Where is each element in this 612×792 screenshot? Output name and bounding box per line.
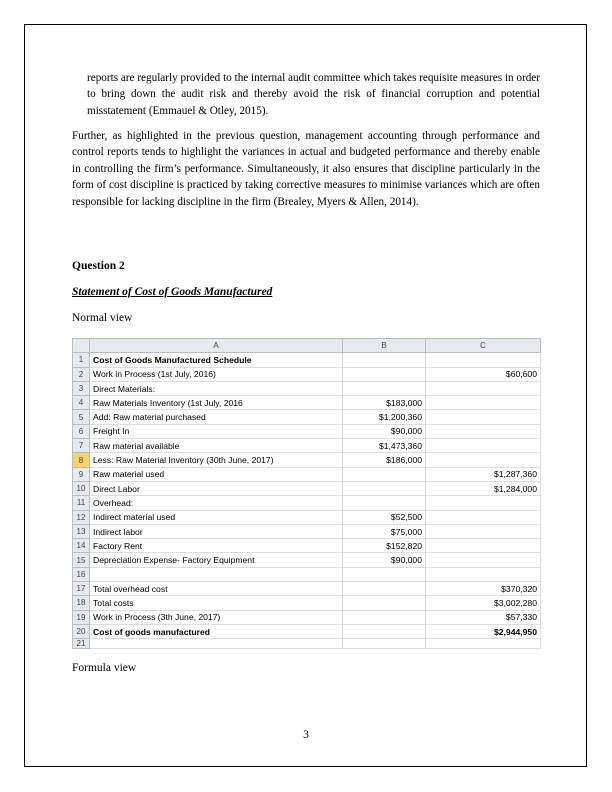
- cell-c[interactable]: [426, 524, 541, 538]
- row-header[interactable]: 17: [73, 582, 90, 596]
- table-row: [73, 610, 541, 624]
- statement-title: Statement of Cost of Goods Manufactured: [72, 286, 273, 298]
- cell-b[interactable]: [343, 596, 426, 610]
- cell-a[interactable]: Total overhead cost: [90, 582, 343, 596]
- cell-c[interactable]: [426, 510, 541, 524]
- row-header[interactable]: 19: [73, 610, 90, 624]
- cell-c[interactable]: [426, 381, 541, 395]
- cell-a[interactable]: Cost of Goods Manufactured Schedule: [90, 353, 343, 367]
- cell-a[interactable]: Cost of goods manufactured: [90, 624, 343, 638]
- column-header-row: [73, 339, 541, 353]
- row-header[interactable]: 7: [73, 439, 90, 453]
- table-row: [73, 467, 541, 481]
- cell-b[interactable]: [343, 481, 426, 495]
- cell-c[interactable]: $60,600: [426, 367, 541, 381]
- cell-a[interactable]: Raw Materials Inventory (1st July, 2016: [90, 396, 343, 410]
- table-row: [73, 639, 541, 649]
- table-row: [73, 481, 541, 495]
- paragraph-performance-control: Further, as highlighted in the previous question, management accounting through performance and control reports tends to highlight the variances in actual and budgeted performance and thereby enable in controlling the firm’s performance. Simultaneously, it also ensures that discipline particularly in the form of cost discipline is practiced by taking corrective measures to minimise variances which are often responsible for lacking discipline in the firm (Brealey, Myers & Allen, 2014).: [72, 130, 540, 208]
- row-header[interactable]: 8: [73, 453, 90, 467]
- row-header[interactable]: 14: [73, 539, 90, 553]
- cell-c[interactable]: [426, 396, 541, 410]
- cell-b[interactable]: [343, 639, 426, 649]
- cell-c[interactable]: [426, 496, 541, 510]
- cell-b[interactable]: $1,200,360: [343, 410, 426, 424]
- row-header[interactable]: 2: [73, 367, 90, 381]
- cell-b[interactable]: $90,000: [343, 424, 426, 438]
- table-row: [73, 596, 541, 610]
- cell-c[interactable]: $57,330: [426, 610, 541, 624]
- cell-c[interactable]: [426, 539, 541, 553]
- page-number: 3: [303, 729, 309, 741]
- row-header[interactable]: 5: [73, 410, 90, 424]
- column-header-a[interactable]: A: [90, 339, 343, 353]
- cell-a[interactable]: Raw material available: [90, 439, 343, 453]
- row-header[interactable]: 20: [73, 624, 90, 638]
- table-row: [73, 524, 541, 538]
- cell-b[interactable]: [343, 496, 426, 510]
- table-row: [73, 539, 541, 553]
- cell-a[interactable]: [90, 639, 343, 649]
- cell-c[interactable]: $3,002,280: [426, 596, 541, 610]
- cell-b[interactable]: [343, 582, 426, 596]
- cell-c[interactable]: [426, 567, 541, 581]
- cell-a[interactable]: Work in Process (1st July, 2016): [90, 367, 343, 381]
- spreadsheet-body: [73, 353, 541, 649]
- cell-b[interactable]: $183,000: [343, 396, 426, 410]
- table-row: [73, 381, 541, 395]
- table-row: [73, 439, 541, 453]
- row-header[interactable]: 3: [73, 381, 90, 395]
- row-header[interactable]: 4: [73, 396, 90, 410]
- table-row: [73, 496, 541, 510]
- row-header[interactable]: 6: [73, 424, 90, 438]
- row-header[interactable]: 12: [73, 510, 90, 524]
- row-header[interactable]: 13: [73, 524, 90, 538]
- formula-view-label: Formula view: [72, 662, 137, 674]
- row-header[interactable]: 10: [73, 481, 90, 495]
- cell-b[interactable]: [343, 624, 426, 638]
- cell-b[interactable]: $186,000: [343, 453, 426, 467]
- cell-c[interactable]: [426, 424, 541, 438]
- cell-a[interactable]: Freight In: [90, 424, 343, 438]
- question-heading: Question 2: [72, 260, 125, 272]
- row-header[interactable]: 21: [73, 639, 90, 649]
- cell-b[interactable]: $90,000: [343, 553, 426, 567]
- row-header[interactable]: 11: [73, 496, 90, 510]
- cell-b[interactable]: $75,000: [343, 524, 426, 538]
- spreadsheet-table: [72, 338, 541, 649]
- table-row: [73, 624, 541, 638]
- cell-b[interactable]: $1,473,360: [343, 439, 426, 453]
- table-row: [73, 510, 541, 524]
- cell-c[interactable]: $2,944,950: [426, 624, 541, 638]
- cell-c[interactable]: $1,287,360: [426, 467, 541, 481]
- cell-a[interactable]: Overhead:: [90, 496, 343, 510]
- table-row: [73, 582, 541, 596]
- cell-c[interactable]: $1,284,000: [426, 481, 541, 495]
- table-row: [73, 367, 541, 381]
- cell-a[interactable]: Direct Materials:: [90, 381, 343, 395]
- column-header-c[interactable]: C: [426, 339, 541, 353]
- row-header[interactable]: 18: [73, 596, 90, 610]
- row-header[interactable]: 1: [73, 353, 90, 367]
- row-header[interactable]: 9: [73, 467, 90, 481]
- cell-b[interactable]: [343, 367, 426, 381]
- cell-a[interactable]: Total costs: [90, 596, 343, 610]
- spreadsheet-normal-view: [72, 338, 540, 649]
- cell-c[interactable]: [426, 453, 541, 467]
- cell-b[interactable]: [343, 610, 426, 624]
- table-row: [73, 567, 541, 581]
- row-header[interactable]: 15: [73, 553, 90, 567]
- cell-c[interactable]: $370,320: [426, 582, 541, 596]
- table-row: [73, 553, 541, 567]
- cell-a[interactable]: Add: Raw material purchased: [90, 410, 343, 424]
- table-row: [73, 396, 541, 410]
- cell-b[interactable]: $52,500: [343, 510, 426, 524]
- cell-a[interactable]: Factory Rent: [90, 539, 343, 553]
- cell-b[interactable]: [343, 567, 426, 581]
- cell-a[interactable]: Indirect material used: [90, 510, 343, 524]
- table-row: [73, 453, 541, 467]
- table-row: [73, 353, 541, 367]
- cell-a[interactable]: Raw material used: [90, 467, 343, 481]
- cell-c[interactable]: [426, 439, 541, 453]
- cell-a[interactable]: Indirect labor: [90, 524, 343, 538]
- normal-view-label: Normal view: [72, 312, 133, 324]
- cell-c[interactable]: [426, 639, 541, 649]
- cell-b[interactable]: [343, 467, 426, 481]
- cell-a[interactable]: [90, 567, 343, 581]
- paragraph-audit-reports: reports are regularly provided to the internal audit committee which takes requisite measures in order to bring down the audit risk and thereby avoid the risk of financial corruption and potential misstatement (Emmauel & Otley, 2015).: [87, 72, 540, 117]
- cell-b[interactable]: $152,820: [343, 539, 426, 553]
- cell-a[interactable]: Direct Labor: [90, 481, 343, 495]
- cell-a[interactable]: Depreciation Expense- Factory Equipment: [90, 553, 343, 567]
- cell-b[interactable]: [343, 353, 426, 367]
- table-row: [73, 424, 541, 438]
- cell-a[interactable]: Less: Raw Material Inventory (30th June, 2017): [90, 453, 343, 467]
- cell-a[interactable]: Work in Process (3th June, 2017): [90, 610, 343, 624]
- cell-c[interactable]: [426, 353, 541, 367]
- cell-c[interactable]: [426, 553, 541, 567]
- row-header[interactable]: 16: [73, 567, 90, 581]
- select-all-corner[interactable]: [73, 339, 90, 353]
- column-header-b[interactable]: B: [343, 339, 426, 353]
- table-row: [73, 410, 541, 424]
- cell-b[interactable]: [343, 381, 426, 395]
- cell-c[interactable]: [426, 410, 541, 424]
